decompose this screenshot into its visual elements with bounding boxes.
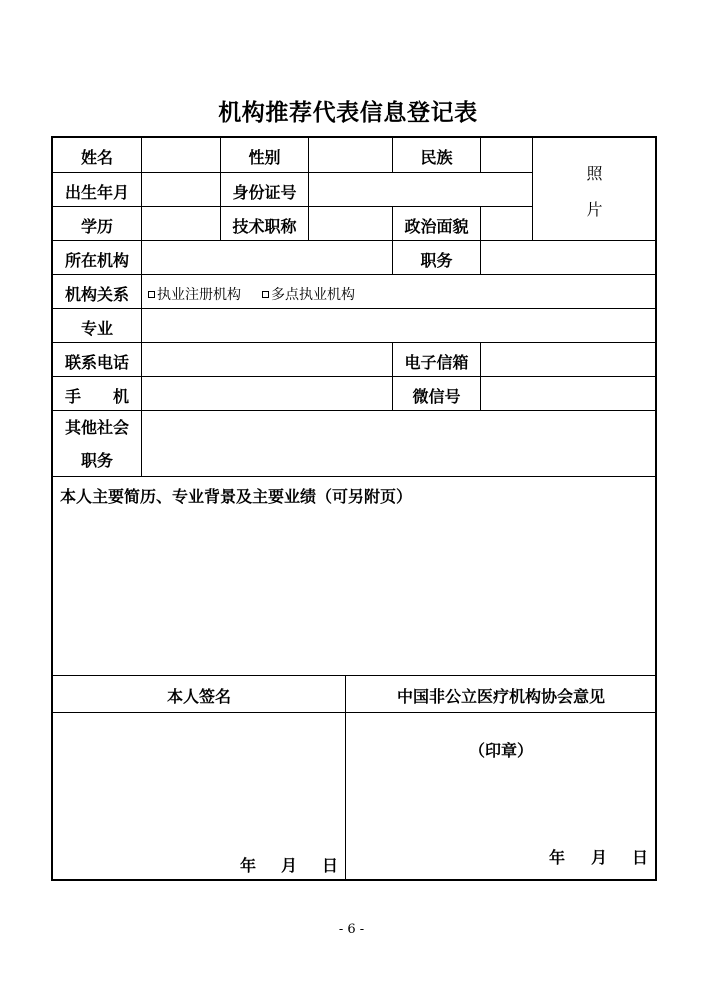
ethnicity-label: 民族 — [392, 137, 481, 173]
date-month-label: 月 — [591, 848, 608, 867]
id-number-label: 身份证号 — [220, 172, 309, 207]
date-day-label: 日 — [632, 848, 649, 867]
option-label: 执业注册机构 — [157, 286, 241, 303]
email-label: 电子信箱 — [392, 342, 481, 377]
page-number: - 6 - — [338, 922, 365, 937]
photo-label-line-2: 片 — [586, 200, 603, 219]
name-label: 姓名 — [52, 137, 142, 173]
birth-date-label: 出生年月 — [52, 172, 142, 207]
mobile-label: 手 机 — [52, 376, 142, 411]
political-status-label: 政治面貌 — [392, 206, 481, 241]
other-roles-label-line-2: 职务 — [80, 450, 113, 470]
date-year-label: 年 — [549, 848, 566, 867]
photo-label-line-1: 照 — [586, 164, 603, 183]
education-label: 学历 — [52, 206, 142, 241]
date-month-label: 月 — [281, 856, 298, 875]
wechat-label: 微信号 — [392, 376, 481, 411]
form-title: 机构推荐代表信息登记表 — [218, 99, 478, 126]
option-label: 多点执业机构 — [271, 286, 355, 303]
other-roles-label-line-1: 其他社会 — [64, 417, 129, 437]
major-label: 专业 — [52, 308, 142, 343]
gender-label: 性别 — [220, 137, 309, 173]
table-outer-border — [51, 136, 657, 881]
date-day-label: 日 — [322, 856, 339, 875]
resume-heading: 本人主要简历、专业背景及主要业绩（可另附页） — [60, 487, 413, 506]
date-year-label: 年 — [240, 856, 257, 875]
seal-label: （印章） — [468, 741, 533, 760]
institution-label: 所在机构 — [52, 240, 142, 275]
phone-label: 联系电话 — [52, 342, 142, 377]
position-label: 职务 — [392, 240, 481, 275]
association-opinion-header: 中国非公立医疗机构协会意见 — [345, 675, 657, 713]
signature-header: 本人签名 — [52, 675, 346, 713]
relation-label: 机构关系 — [52, 274, 142, 309]
technical-title-label: 技术职称 — [220, 206, 309, 241]
